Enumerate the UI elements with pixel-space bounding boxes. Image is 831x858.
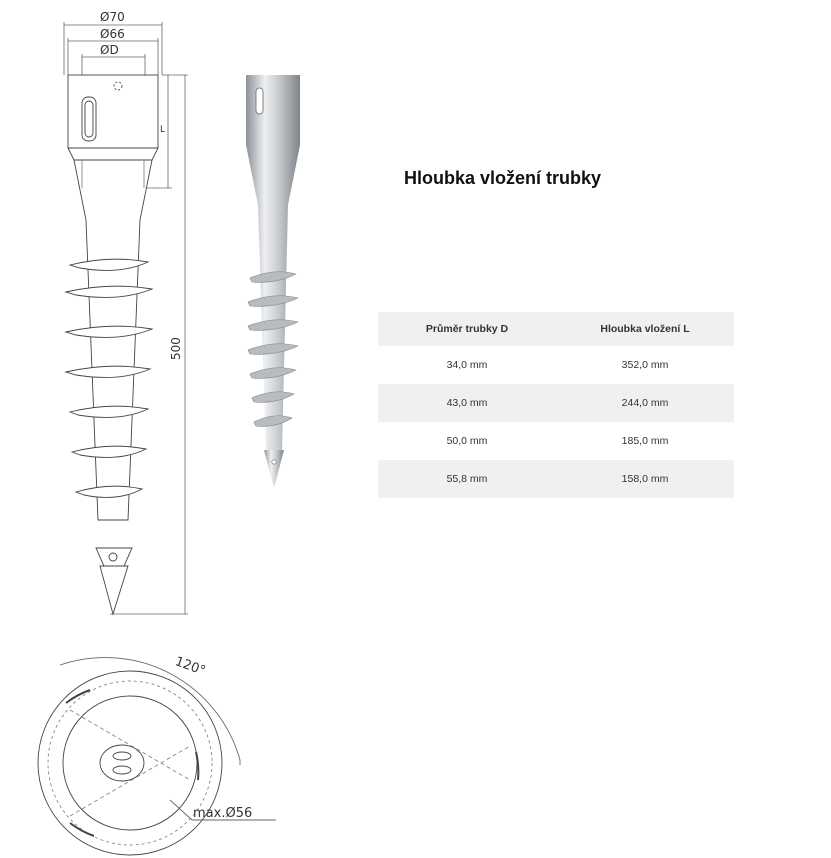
- dim-depth-label: L: [160, 125, 166, 135]
- header-diameter: Průměr trubky D: [378, 312, 556, 346]
- table-row: [378, 422, 734, 460]
- dim-max-label: max.Ø56: [193, 806, 253, 821]
- table-row: [378, 460, 734, 498]
- table-row: [378, 384, 734, 422]
- pile-photo-body: [246, 75, 300, 488]
- dim-angle-label: 120°: [172, 654, 208, 680]
- plan-view: [38, 658, 276, 855]
- cell-diameter: 34,0 mm: [378, 346, 556, 384]
- cell-diameter: 55,8 mm: [378, 460, 556, 498]
- cell-depth: 158,0 mm: [556, 460, 734, 498]
- pile-outline: [66, 75, 158, 614]
- page-title: Hloubka vložení trubky: [404, 168, 602, 188]
- insertion-depth-table: [378, 312, 734, 498]
- cell-diameter: 43,0 mm: [378, 384, 556, 422]
- dim-length-label: 500: [169, 337, 183, 360]
- table-header-row: [378, 312, 734, 346]
- dim-outer-label: Ø70: [100, 10, 125, 24]
- dim-mid-label: Ø66: [100, 27, 125, 41]
- cell-depth: 185,0 mm: [556, 422, 734, 460]
- cell-depth: 352,0 mm: [556, 346, 734, 384]
- header-depth: Hloubka vložení L: [556, 312, 734, 346]
- cell-depth: 244,0 mm: [556, 384, 734, 422]
- table-row: [378, 346, 734, 384]
- pile-photo: [236, 70, 316, 500]
- cell-diameter: 50,0 mm: [378, 422, 556, 460]
- dim-inner-label: ØD: [100, 43, 119, 57]
